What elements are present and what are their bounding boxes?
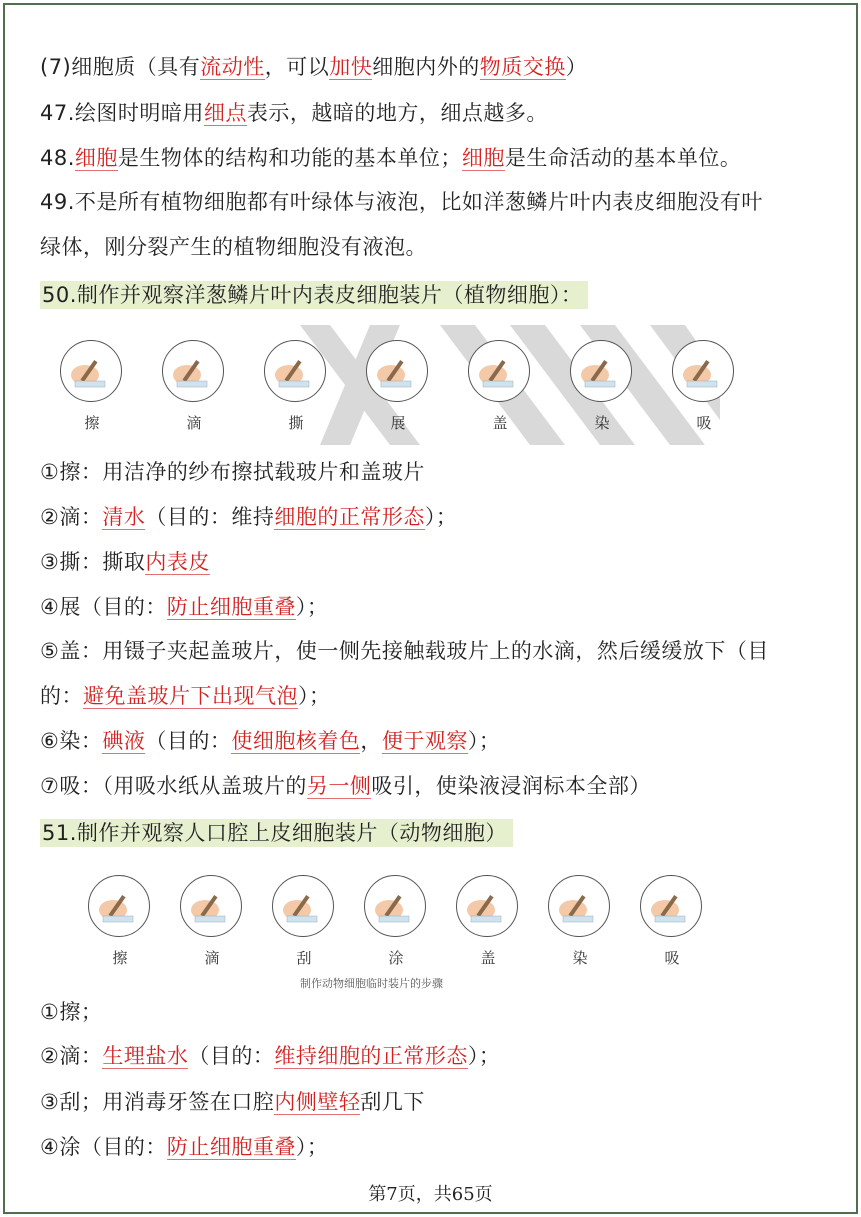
step-label: 盖	[480, 949, 496, 967]
text-segment: (7)细胞质（具有	[40, 55, 201, 79]
text-segment: ，	[360, 729, 382, 753]
text-line	[40, 187, 763, 217]
step-item	[272, 875, 336, 968]
text-segment: ⑦吸：（用吸水纸从盖玻片的	[40, 774, 307, 798]
step-illustration-icon	[570, 340, 632, 402]
answer-text: 细点	[203, 101, 247, 125]
answer-text: 生理盐水	[102, 1044, 189, 1068]
step-label: 染	[572, 949, 588, 967]
answer-text: 便于观察	[381, 729, 468, 753]
text-segment: 48.	[40, 146, 75, 170]
text-segment: ①擦；	[40, 1000, 103, 1024]
step-label: 盖	[492, 414, 508, 432]
text-segment: ）；	[467, 729, 501, 753]
step-illustration-icon	[468, 340, 530, 402]
text-segment: 是生命活动的基本单位。	[504, 146, 742, 170]
step-label: 吸	[696, 414, 712, 432]
text-segment: 表示，越暗的地方，细点越多。	[246, 101, 548, 125]
step-label: 擦	[84, 414, 100, 432]
answer-text: 细胞	[74, 146, 118, 170]
text-segment: ④展（目的：	[40, 595, 167, 619]
step-illustration-icon	[180, 875, 242, 937]
text-segment: 绿体，刚分裂产生的植物细胞没有液泡。	[40, 235, 427, 259]
step-illustration-icon	[60, 340, 122, 402]
text-line	[40, 1041, 500, 1071]
step-label: 刮	[296, 949, 312, 967]
text-line	[40, 636, 769, 666]
text-line	[40, 726, 500, 756]
text-line	[40, 502, 457, 532]
text-segment: ⑤盖：用镊子夹起盖玻片，使一侧先接触载玻片上的水滴，然后缓缓放下（目	[40, 639, 769, 663]
text-line	[40, 592, 328, 622]
text-line	[40, 52, 587, 82]
step-illustration-icon	[88, 875, 150, 937]
text-segment: （目的：	[145, 729, 232, 753]
step-label: 滴	[186, 414, 202, 432]
text-segment: （目的：	[188, 1044, 275, 1068]
text-line	[40, 547, 210, 577]
text-line	[40, 1132, 328, 1162]
answer-text: 另一侧	[306, 774, 372, 798]
step-illustration-icon	[672, 340, 734, 402]
text-segment: ②滴：	[40, 1044, 103, 1068]
text-line	[40, 771, 651, 801]
text-segment: ）	[565, 55, 588, 79]
text-segment: ④涂（目的：	[40, 1135, 167, 1159]
step-illustration-icon	[548, 875, 610, 937]
text-line	[40, 1087, 425, 1117]
text-line	[40, 997, 102, 1027]
step-item	[456, 875, 520, 968]
text-segment: 49.不是所有植物细胞都有叶绿体与液泡，比如洋葱鳞片叶内表皮细胞没有叶	[40, 190, 763, 214]
answer-text: 避免盖玻片下出现气泡	[83, 684, 298, 708]
text-line	[40, 232, 427, 262]
step-item	[468, 340, 532, 433]
step-label: 涂	[388, 949, 404, 967]
text-segment: 的：	[40, 684, 83, 708]
answer-text: 使细胞核着色	[231, 729, 361, 753]
answer-text: 碘液	[102, 729, 146, 753]
text-segment: 刮几下	[360, 1090, 425, 1114]
text-segment: ，可以	[264, 55, 330, 79]
text-line	[40, 457, 425, 487]
step-label: 擦	[112, 949, 128, 967]
step-item	[640, 875, 704, 968]
text-segment: ③刮；用消毒牙签在口腔	[40, 1090, 275, 1114]
text-segment: ）；	[424, 505, 458, 529]
answer-text: 流动性	[200, 55, 265, 79]
text-line	[40, 280, 588, 310]
step-label: 滴	[204, 949, 220, 967]
step-label: 染	[594, 414, 610, 432]
step-label: 吸	[664, 949, 680, 967]
page-footer: 第7页，共65页	[368, 1184, 493, 1205]
step-item	[672, 340, 736, 433]
step-item	[162, 340, 226, 433]
step-illustration-icon	[640, 875, 702, 937]
step-item	[364, 875, 428, 968]
text-segment: ）；	[298, 684, 331, 708]
step-item	[88, 875, 152, 968]
step-item	[180, 875, 244, 968]
step-label: 撕	[288, 414, 304, 432]
step-illustration-icon	[364, 875, 426, 937]
answer-text: 维持细胞的正常形态	[274, 1044, 468, 1068]
text-line	[40, 143, 741, 173]
text-line	[40, 681, 331, 711]
step-illustration-icon	[456, 875, 518, 937]
answer-text: 加快	[329, 55, 373, 79]
answer-text: 防止细胞重叠	[166, 1135, 296, 1159]
step-illustration-icon	[366, 340, 428, 402]
text-line	[40, 98, 548, 128]
step-item	[366, 340, 430, 433]
text-segment: 51.制作并观察人口腔上皮细胞装片（动物细胞）	[42, 821, 507, 845]
step-illustration-icon	[272, 875, 334, 937]
text-segment: 是生物体的结构和功能的基本单位；	[117, 146, 462, 170]
text-segment: ）；	[467, 1044, 501, 1068]
text-segment: ）；	[295, 1135, 329, 1159]
answer-text: 清水	[102, 505, 146, 529]
text-segment: 吸引，使染液浸润标本全部）	[371, 774, 651, 798]
text-segment: 50.制作并观察洋葱鳞片叶内表皮细胞装片（植物细胞）：	[42, 283, 583, 307]
answer-text: 细胞的正常形态	[274, 505, 425, 529]
answer-text: 内侧壁轻	[274, 1090, 361, 1114]
step-item	[548, 875, 612, 968]
text-segment: 细胞内外的	[372, 55, 480, 79]
text-segment: ①擦：用洁净的纱布擦拭载玻片和盖玻片	[40, 460, 425, 484]
text-segment: ③撕：撕取	[40, 550, 146, 574]
text-segment: ②滴：	[40, 505, 103, 529]
answer-text: 细胞	[461, 146, 505, 170]
text-segment: ）；	[295, 595, 329, 619]
step-item	[570, 340, 634, 433]
step-item	[264, 340, 328, 433]
answer-text: 内表皮	[145, 550, 210, 574]
step-illustration-icon	[264, 340, 326, 402]
answer-text: 物质交换	[479, 55, 566, 79]
answer-text: 防止细胞重叠	[166, 595, 296, 619]
step-illustration-icon	[162, 340, 224, 402]
step-item	[60, 340, 124, 433]
text-segment: 47.绘图时明暗用	[40, 101, 204, 125]
text-line	[40, 818, 513, 848]
text-segment: ⑥染：	[40, 729, 103, 753]
text-segment: （目的：维持	[145, 505, 275, 529]
step-label: 展	[390, 414, 406, 432]
figure-caption: 制作动物细胞临时装片的步骤	[300, 977, 443, 990]
